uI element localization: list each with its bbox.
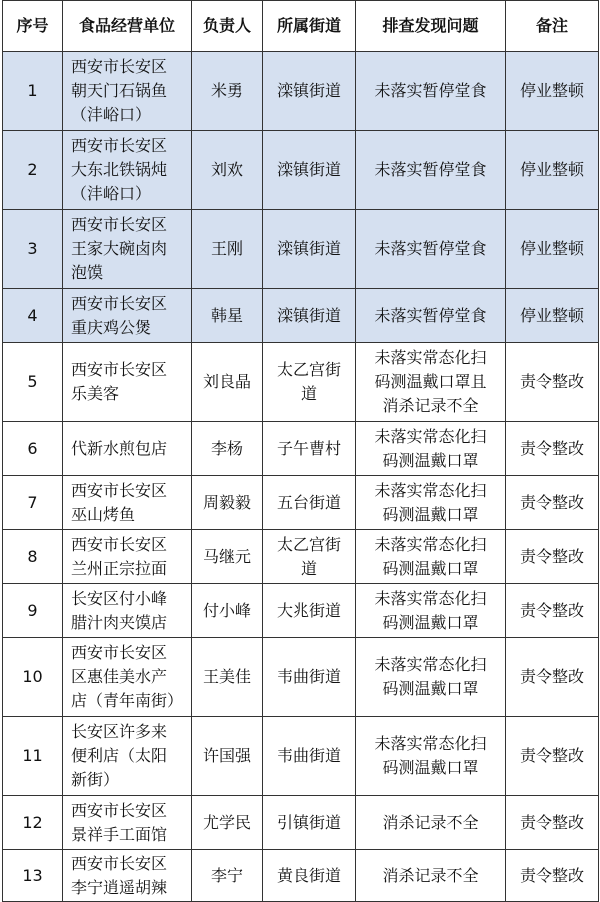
header-person: 负责人 (192, 1, 263, 52)
cell-line: 消杀记录不全 (382, 865, 479, 885)
header-unit: 食品经营单位 (63, 1, 192, 52)
cell-no: 6 (3, 422, 63, 476)
cell-line: 区惠佳美水产 (71, 667, 168, 686)
cell-street (263, 52, 356, 131)
cell-line: 李宁逍遥胡辣 (71, 877, 168, 897)
cell-line: 码测温戴口罩 (382, 558, 479, 578)
cell-no: 8 (3, 530, 63, 584)
cell-line: 韦曲街道 (276, 746, 341, 765)
cell-unit (63, 210, 192, 289)
cell-issue (356, 422, 506, 476)
cell-no: 9 (3, 584, 63, 638)
table-row (3, 850, 599, 902)
cell-line: 滦镇街道 (276, 239, 341, 258)
cell-line: 码测温戴口罩 (382, 758, 479, 777)
cell-line: 未落实常态化扫 (374, 734, 487, 753)
table-row (3, 584, 599, 638)
cell-issue (356, 717, 506, 796)
cell-person: 李杨 (192, 422, 263, 476)
table-row (3, 343, 599, 422)
cell-line: 未落实常态化扫 (374, 348, 487, 367)
cell-line: 码测温戴口罩 (382, 450, 479, 470)
table-row (3, 638, 599, 717)
cell-line: 景祥手工面馆 (71, 824, 168, 844)
cell-line: 长安区付小峰 (71, 588, 168, 608)
cell-line: 未落实常态化扫 (374, 588, 487, 608)
cell-person: 许国强 (192, 717, 263, 796)
cell-unit (63, 796, 192, 850)
cell-unit (63, 850, 192, 902)
cell-note: 责令整改 (506, 584, 599, 638)
cell-line: 道 (300, 558, 317, 578)
cell-no: 1 (3, 52, 63, 131)
header-note: 备注 (506, 1, 599, 52)
cell-person: 李宁 (192, 850, 263, 902)
cell-line: 西安市长安区 (71, 480, 168, 500)
cell-issue (356, 530, 506, 584)
cell-line: 韦曲街道 (276, 667, 341, 686)
cell-no: 5 (3, 343, 63, 422)
table-row (3, 210, 599, 289)
cell-unit (63, 422, 192, 476)
cell-note: 停业整顿 (506, 131, 599, 210)
cell-line: 西安市长安区 (71, 293, 168, 313)
cell-line: 滦镇街道 (276, 81, 341, 100)
cell-person: 马继元 (192, 530, 263, 584)
cell-street (263, 210, 356, 289)
inspection-table (2, 0, 599, 902)
cell-line: 巫山烤鱼 (71, 504, 136, 524)
header-row (3, 1, 599, 52)
cell-line: 兰州正宗拉面 (71, 558, 168, 578)
cell-note: 责令整改 (506, 476, 599, 530)
cell-line: 重庆鸡公煲 (71, 317, 152, 337)
cell-street (263, 530, 356, 584)
cell-street (263, 131, 356, 210)
cell-note: 责令整改 (506, 717, 599, 796)
cell-issue (356, 476, 506, 530)
cell-line: 西安市长安区 (71, 800, 168, 820)
table-row (3, 476, 599, 530)
header-no: 序号 (3, 1, 63, 52)
cell-person: 尤学民 (192, 796, 263, 850)
cell-line: 滦镇街道 (276, 160, 341, 179)
cell-no: 7 (3, 476, 63, 530)
cell-line: （沣峪口） (71, 105, 152, 124)
cell-line: 西安市长安区 (71, 534, 168, 554)
cell-issue (356, 796, 506, 850)
cell-person: 周毅毅 (192, 476, 263, 530)
cell-unit (63, 530, 192, 584)
cell-issue (356, 638, 506, 717)
cell-line: 未落实暂停堂食 (374, 160, 487, 179)
cell-person: 王美佳 (192, 638, 263, 717)
cell-note: 责令整改 (506, 638, 599, 717)
cell-line: 滦镇街道 (276, 305, 341, 325)
cell-person: 王刚 (192, 210, 263, 289)
cell-line: 道 (300, 384, 317, 403)
cell-issue (356, 210, 506, 289)
cell-issue (356, 850, 506, 902)
table-row (3, 289, 599, 343)
cell-line: 未落实常态化扫 (374, 655, 487, 674)
cell-note: 停业整顿 (506, 289, 599, 343)
cell-no: 13 (3, 850, 63, 902)
cell-line: 码测温戴口罩 (382, 612, 479, 632)
cell-line: 店（青年南街） (71, 691, 184, 710)
cell-line: 西安市长安区 (71, 643, 168, 662)
cell-line: 西安市长安区 (71, 136, 168, 155)
cell-line: 王家大碗卤肉 (71, 239, 168, 258)
cell-line: 西安市长安区 (71, 853, 168, 873)
cell-person: 韩星 (192, 289, 263, 343)
cell-issue (356, 289, 506, 343)
cell-unit (63, 717, 192, 796)
cell-line: 未落实暂停堂食 (374, 239, 487, 258)
cell-unit (63, 638, 192, 717)
table-row (3, 422, 599, 476)
cell-line: 码测温戴口罩 (382, 504, 479, 524)
cell-line: 黄良街道 (276, 865, 341, 885)
cell-note: 停业整顿 (506, 52, 599, 131)
cell-street (263, 343, 356, 422)
cell-line: 朝天门石锅鱼 (71, 81, 168, 100)
cell-street (263, 796, 356, 850)
cell-street (263, 850, 356, 902)
header-issue: 排查发现问题 (356, 1, 506, 52)
cell-line: 西安市长安区 (71, 215, 168, 234)
cell-line: 新街） (71, 770, 120, 789)
cell-street (263, 717, 356, 796)
cell-note: 责令整改 (506, 530, 599, 584)
cell-unit (63, 131, 192, 210)
cell-line: 消杀记录不全 (382, 396, 479, 415)
cell-issue (356, 131, 506, 210)
cell-street (263, 476, 356, 530)
cell-line: 引镇街道 (276, 812, 341, 832)
cell-no: 12 (3, 796, 63, 850)
cell-note: 责令整改 (506, 422, 599, 476)
table-row (3, 717, 599, 796)
cell-unit (63, 52, 192, 131)
cell-line: 大兆街道 (276, 600, 341, 620)
cell-line: 太乙宫街 (276, 360, 341, 379)
cell-note: 责令整改 (506, 343, 599, 422)
cell-no: 4 (3, 289, 63, 343)
cell-line: 太乙宫街 (276, 534, 341, 554)
cell-no: 10 (3, 638, 63, 717)
cell-unit (63, 584, 192, 638)
cell-person: 付小峰 (192, 584, 263, 638)
cell-line: 大东北铁锅炖 (71, 160, 168, 179)
cell-no: 3 (3, 210, 63, 289)
cell-street (263, 584, 356, 638)
table-row (3, 52, 599, 131)
cell-note: 停业整顿 (506, 210, 599, 289)
cell-line: 泡馍 (71, 263, 104, 282)
cell-unit (63, 343, 192, 422)
cell-street (263, 289, 356, 343)
cell-line: 未落实常态化扫 (374, 534, 487, 554)
cell-line: 代新水煎包店 (71, 438, 168, 458)
cell-note: 责令整改 (506, 796, 599, 850)
table-row (3, 131, 599, 210)
cell-line: 未落实暂停堂食 (374, 305, 487, 325)
cell-street (263, 422, 356, 476)
cell-line: 五台街道 (276, 492, 341, 512)
cell-line: 码测温戴口罩 (382, 679, 479, 698)
cell-line: 未落实常态化扫 (374, 426, 487, 446)
cell-no: 2 (3, 131, 63, 210)
cell-line: 码测温戴口罩且 (374, 372, 487, 391)
cell-note: 责令整改 (506, 850, 599, 902)
cell-line: 长安区许多来 (71, 722, 168, 741)
cell-line: 子午曹村 (276, 438, 341, 458)
cell-line: 未落实暂停堂食 (374, 81, 487, 100)
cell-unit (63, 476, 192, 530)
cell-line: 西安市长安区 (71, 57, 168, 76)
cell-unit (63, 289, 192, 343)
header-street: 所属街道 (263, 1, 356, 52)
cell-issue (356, 584, 506, 638)
cell-person: 刘欢 (192, 131, 263, 210)
cell-street (263, 638, 356, 717)
cell-line: 未落实常态化扫 (374, 480, 487, 500)
cell-person: 刘良晶 (192, 343, 263, 422)
cell-line: 消杀记录不全 (382, 812, 479, 832)
table-row (3, 530, 599, 584)
cell-issue (356, 52, 506, 131)
cell-no: 11 (3, 717, 63, 796)
cell-line: 便利店（太阳 (71, 746, 168, 765)
cell-line: 西安市长安区 (71, 360, 168, 379)
cell-line: 乐美客 (71, 384, 120, 403)
cell-line: （沣峪口） (71, 184, 152, 203)
table-body (3, 52, 599, 902)
cell-person: 米勇 (192, 52, 263, 131)
cell-issue (356, 343, 506, 422)
cell-line: 腊汁肉夹馍店 (71, 612, 168, 632)
table-row (3, 796, 599, 850)
